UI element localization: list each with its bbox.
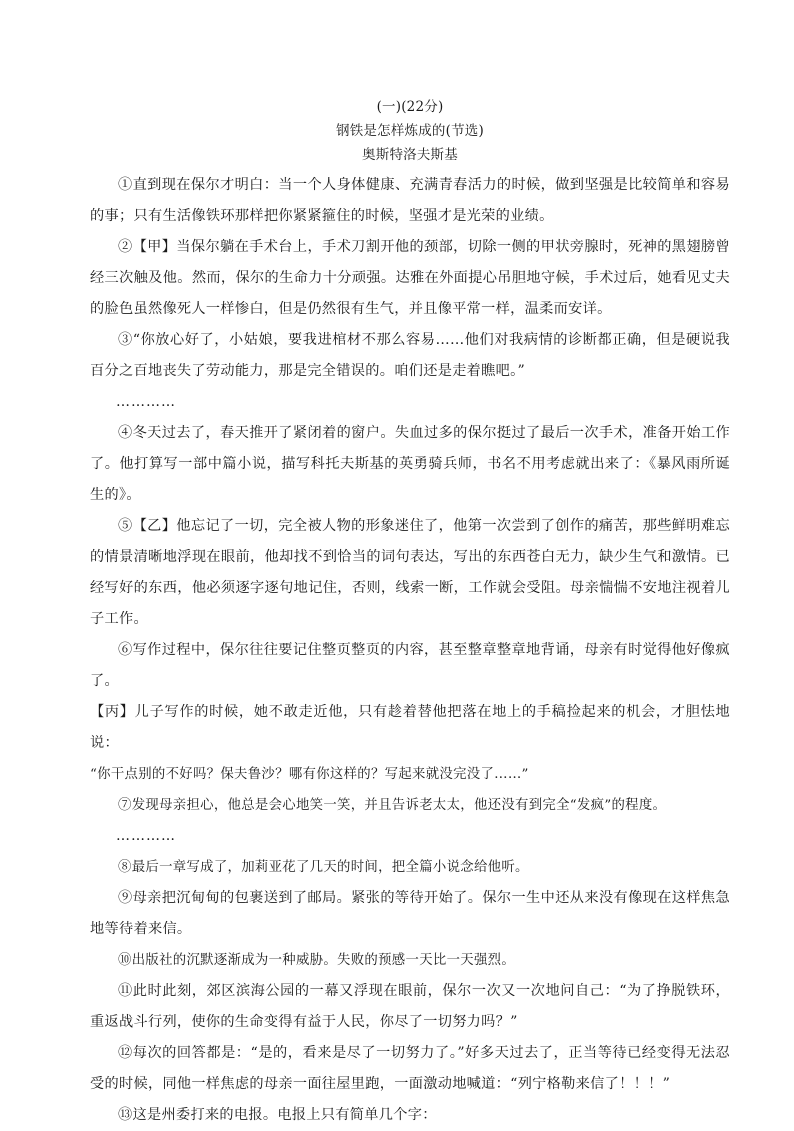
paragraph-8: ⑧最后一章写成了，加莉亚花了几天的时间，把全篇小说念给他听。 (118, 860, 529, 875)
paragraph-9: ⑨母亲把沉甸甸的包裹送到了邮局。紧张的等待开始了。保尔一生中还从来没有像现在这样焦急地等待着来信。 (90, 890, 730, 937)
paragraph-2: ②【甲】当保尔躺在手术台上，手术刀割开他的颈部，切除一侧的甲状旁腺时，死神的黑翅膀曾经三次触及他。然而，保尔的生命力十分顽强。达雅在外面提心吊胆地守候，手术过后，她看见丈夫的脸色虽然像死人一样惨白，但是仍然很有生气，并且像平常一样，温柔而安详。 (90, 239, 730, 317)
paragraph-6-bing: 【丙】儿子写作的时候，她不敢走近他，只有趁着替他把落在地上的手稿捡起来的机会，才胆怯地说： (90, 704, 730, 751)
article-author: 奥斯特洛夫斯基 (362, 147, 458, 163)
paragraph-4: ④冬天过去了，春天推开了紧闭着的窗户。失血过多的保尔挺过了最后一次手术，准备开始工作了。他打算写一部中篇小说，描写科托夫斯基的英勇骑兵师，书名不用考虑就出来了：《暴风雨所诞生的》。 (90, 425, 730, 503)
ellipsis-divider: ………… (116, 828, 176, 844)
document-page (90, 98, 730, 1131)
paragraph-11: ⑪此时此刻，郊区滨海公园的一幕又浮现在眼前，保尔一次又一次地问自己：“为了挣脱铁环，重返战斗行列，使你的生命变得有益于人民，你尽了一切努力吗？” (90, 983, 730, 1030)
paragraph-12: ⑫每次的回答都是：“是的，看来是尽了一切努力了。”好多天过去了，正当等待已经变得无法忍受的时候，同他一样焦虑的母亲一面往屋里跑，一面激动地喊道：“列宁格勒来信了！！！” (90, 1045, 730, 1092)
paragraph-6-quote: “你干点别的不好吗？保夫鲁沙？哪有你这样的？写起来就没完没了……” (90, 767, 529, 782)
paragraph-7: ⑦发现母亲担心，他总是会心地笑一笑，并且告诉老太太，他还没有到完全“发疯”的程度。 (118, 798, 667, 813)
paragraph-13: ⑬这是州委打来的电报。电报上只有简单几个字： (118, 1107, 437, 1123)
paragraph-1: ①直到现在保尔才明白：当一个人身体健康、充满青春活力的时候，做到坚强是比较简单和容易的事；只有生活像铁环那样把你紧紧箍住的时候，坚强才是光荣的业绩。 (90, 177, 730, 224)
paragraph-5: ⑤【乙】他忘记了一切，完全被人物的形象迷住了，他第一次尝到了创作的痛苦，那些鲜明难忘的情景清晰地浮现在眼前，他却找不到恰当的词句表达，写出的东西苍白无力，缺少生气和激情。已经写好的东西，他必须逐字逐句地记住，否则，线索一断，工作就会受阻。母亲惴惴不安地注视着儿子工作。 (90, 518, 730, 627)
paragraph-6: ⑥写作过程中，保尔往往要记住整页整页的内容，甚至整章整章地背诵，母亲有时觉得他好像疯了。 (90, 642, 730, 689)
ellipsis-divider: ………… (116, 394, 176, 410)
paragraph-10: ⑩出版社的沉默逐渐成为一种威胁。失败的预感一天比一天强烈。 (118, 953, 516, 968)
section-heading: (一)(22分) (376, 99, 444, 115)
article-title: 钢铁是怎样炼成的(节选) (336, 123, 484, 139)
paragraph-3: ③“你放心好了，小姑娘，要我进棺材不那么容易……他们对我病情的诊断都正确，但是硬说我百分之百地丧失了劳动能力，那是完全错误的。咱们还是走着瞧吧。” (90, 332, 730, 379)
